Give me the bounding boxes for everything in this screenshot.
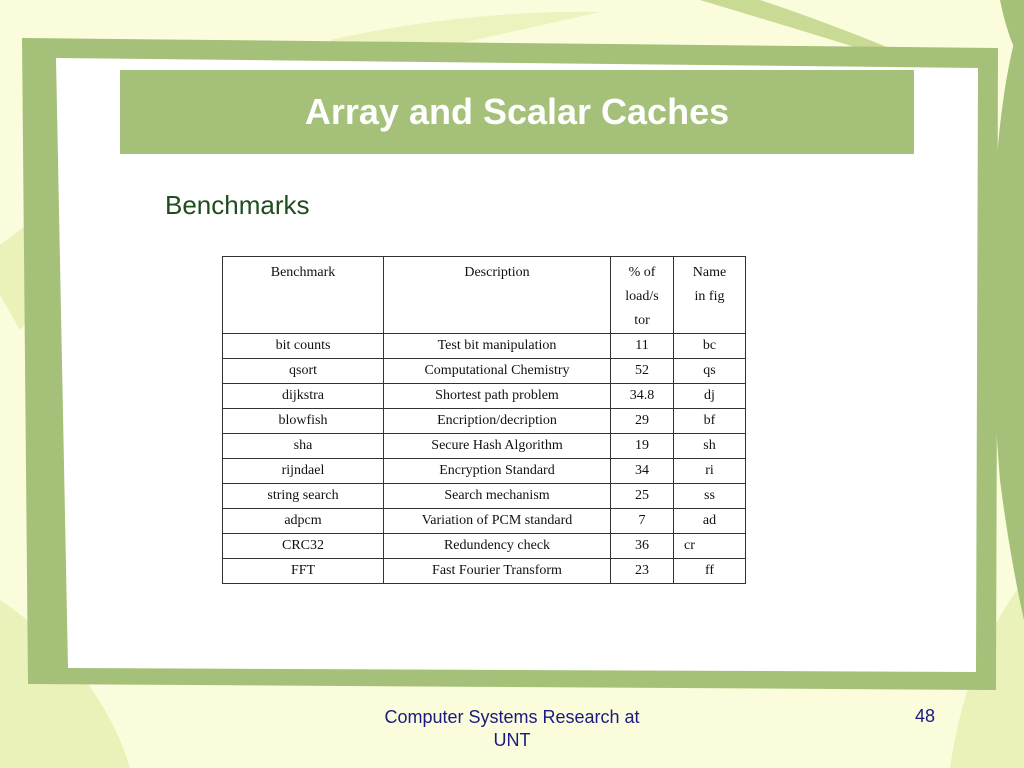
cell-benchmark: FFT: [223, 559, 384, 584]
header-benchmark: Benchmark: [223, 257, 384, 334]
cell-name: ss: [674, 484, 746, 509]
table-row: [223, 484, 746, 509]
header-percent-line1: % of: [628, 265, 656, 280]
cell-benchmark: bit counts: [223, 334, 384, 359]
cell-benchmark: CRC32: [223, 534, 384, 559]
cell-name: ad: [674, 509, 746, 534]
cell-percent: 25: [611, 484, 674, 509]
table-row: [223, 384, 746, 409]
cell-description: Redundency check: [384, 534, 611, 559]
cell-name: sh: [674, 434, 746, 459]
cell-name: qs: [674, 359, 746, 384]
cell-description: Shortest path problem: [384, 384, 611, 409]
header-name-line1: Name: [692, 265, 727, 280]
cell-description: Secure Hash Algorithm: [384, 434, 611, 459]
cell-benchmark: adpcm: [223, 509, 384, 534]
cell-name: dj: [674, 384, 746, 409]
table-row: [223, 509, 746, 534]
header-description: Description: [384, 257, 611, 334]
cell-benchmark: dijkstra: [223, 384, 384, 409]
table-row: [223, 359, 746, 384]
cell-benchmark: string search: [223, 484, 384, 509]
header-name-line2: in fig: [694, 289, 725, 304]
cell-name: cr: [674, 534, 746, 559]
cell-description: Search mechanism: [384, 484, 611, 509]
cell-description: Encryption Standard: [384, 459, 611, 484]
header-percent-line2: load/s: [625, 289, 659, 304]
cell-benchmark: sha: [223, 434, 384, 459]
table-row: [223, 534, 746, 559]
cell-description: Computational Chemistry: [384, 359, 611, 384]
cell-percent: 23: [611, 559, 674, 584]
page-number: 48: [914, 706, 936, 726]
cell-benchmark: qsort: [223, 359, 384, 384]
cell-percent: 19: [611, 434, 674, 459]
table-row: [223, 459, 746, 484]
cell-description: Variation of PCM standard: [384, 509, 611, 534]
cell-description: Test bit manipulation: [384, 334, 611, 359]
cell-name: ri: [674, 459, 746, 484]
cell-percent: 29: [611, 409, 674, 434]
header-name-in-fig: [674, 257, 746, 334]
cell-percent: 34.8: [611, 384, 674, 409]
cell-percent: 36: [611, 534, 674, 559]
cell-name: bf: [674, 409, 746, 434]
cell-description: Encription/decription: [384, 409, 611, 434]
slide-title: Array and Scalar Caches: [304, 91, 730, 132]
footer-line1: Computer Systems Research at: [384, 707, 640, 727]
cell-percent: 7: [611, 509, 674, 534]
table-row: [223, 409, 746, 434]
cell-percent: 11: [611, 334, 674, 359]
cell-benchmark: blowfish: [223, 409, 384, 434]
header-percent-line3: tor: [634, 313, 650, 328]
title-bar: [120, 70, 914, 154]
cell-percent: 52: [611, 359, 674, 384]
cell-benchmark: rijndael: [223, 459, 384, 484]
footer-text: [352, 706, 672, 752]
footer-line2: UNT: [493, 730, 531, 750]
cell-name: bc: [674, 334, 746, 359]
table-row: [223, 559, 746, 584]
table-header-row: [223, 257, 746, 334]
cell-description: Fast Fourier Transform: [384, 559, 611, 584]
cell-percent: 34: [611, 459, 674, 484]
table-row: [223, 334, 746, 359]
benchmark-table: [222, 256, 746, 584]
slide-subheading: Benchmarks: [165, 190, 310, 220]
cell-name: ff: [674, 559, 746, 584]
table-row: [223, 434, 746, 459]
header-percent: [611, 257, 674, 334]
